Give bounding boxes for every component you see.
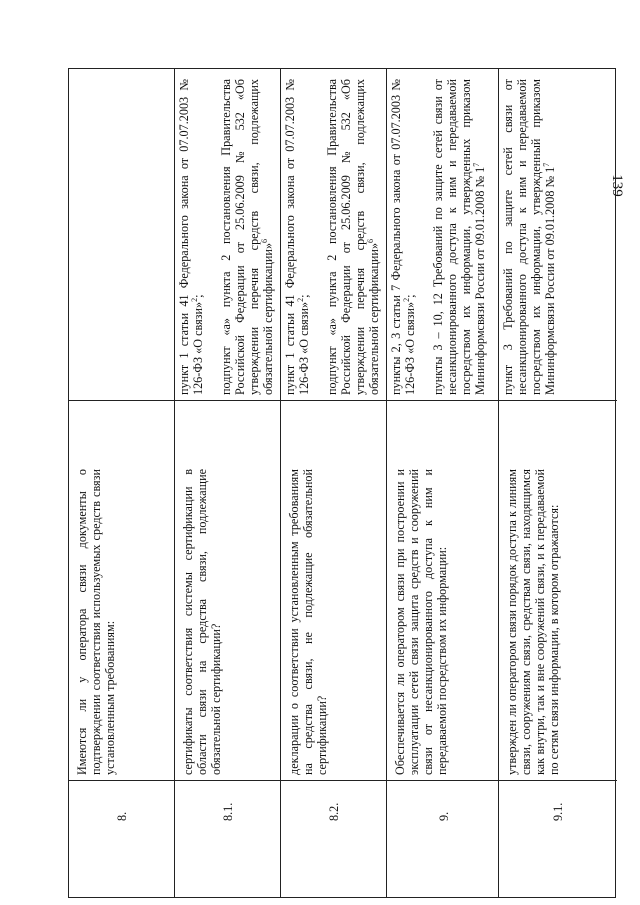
legal-reference: пункт 1 статьи 41 Федерального закона от 07.07.2003 № 126-ФЗ «О связи»$^2$; bbox=[177, 79, 205, 395]
legal-reference: пункт 1 статьи 41 Федерального закона от 07.07.2003 № 126-ФЗ «О связи»$^2$; bbox=[283, 79, 311, 395]
legal-reference: пункты 2, 3 статьи 7 Федерального закона от 07.07.2003 № 126-ФЗ «О связи»$^2$; bbox=[389, 79, 417, 395]
legal-reference-cell bbox=[499, 69, 617, 401]
legal-reference: пункт 3 Требований по защите сетей связи от несанкционированного доступа к ним и передаваемой посредством их информации, утвержденный приказом Мининформсвязи России от 09.01.2008 № $1^7$ bbox=[501, 79, 557, 395]
legal-reference-cell bbox=[175, 69, 280, 401]
table-row-9 bbox=[387, 69, 499, 897]
question-cell bbox=[175, 463, 280, 781]
item-number: 8. bbox=[115, 811, 129, 821]
question-cell bbox=[69, 463, 174, 781]
question-cell bbox=[281, 463, 386, 781]
legal-reference-cell bbox=[387, 69, 498, 401]
legal-reference-cell bbox=[69, 69, 174, 401]
question-text: декларации о соответствии установленным требованиям на средства связи, не подлежащие обязательной сертификации? bbox=[287, 469, 329, 775]
item-number: 9.1. bbox=[551, 802, 565, 821]
table-row-8 bbox=[69, 69, 175, 897]
item-number-cell bbox=[69, 781, 174, 897]
legal-reference-cell bbox=[281, 69, 386, 401]
item-number: 8.1. bbox=[221, 802, 235, 821]
legal-reference: пункты 3 – 10, 12 Требований по защите сетей связи от несанкционированного доступа к ним и передаваемой посредством их информации, утвержденных приказом Мининформсвязи России от 09.01.2008 № $1^7$ bbox=[431, 79, 487, 395]
item-number-cell bbox=[175, 781, 280, 897]
legal-reference: подпункт «а» пункта 2 постановления Правительства Российской Федерации от 25.06.2009 № 532 «Об утверждении перечня средств связи, подлежащих обязательной сертификации»$^6$ bbox=[219, 79, 275, 395]
page-number-text: 139 bbox=[608, 173, 625, 197]
question-text: утвержден ли оператором связи порядок доступа к линиям связи, сооружениям связи, средствам связи, находящимся как внутри, так и вне сооружений связи, и к передаваемой по сетям связи информации, в котором отражаются: bbox=[505, 469, 561, 775]
question-cell bbox=[499, 463, 617, 781]
item-number-cell bbox=[281, 781, 386, 897]
question-text: сертификаты соответствия системы сертификации в области связи на средства связи, подлежащие обязательной сертификации? bbox=[181, 469, 223, 775]
item-number-cell bbox=[387, 781, 498, 897]
item-number: 9. bbox=[437, 811, 451, 821]
table-row-8-1 bbox=[175, 69, 281, 897]
question-text: Имеются ли у оператора связи документы о подтверждении соответствия используемых средств связи установленным требованиям: bbox=[75, 469, 117, 775]
checklist-table bbox=[68, 68, 616, 898]
question-text: Обеспечивается ли оператором связи при построении и эксплуатации сетей связи защита средств и сооружений связи от несанкционированного доступа к ним и передаваемой посредством их информации: bbox=[393, 469, 449, 775]
table-row-9-1 bbox=[499, 69, 617, 897]
item-number: 8.2. bbox=[327, 802, 341, 821]
legal-reference: подпункт «а» пункта 2 постановления Правительства Российской Федерации от 25.06.2009 № 532 «Об утверждении перечня средств связи, подлежащих обязательной сертификации»$^6$ bbox=[325, 79, 381, 395]
question-cell bbox=[387, 463, 498, 781]
table-row-8-2 bbox=[281, 69, 387, 897]
item-number-cell bbox=[499, 781, 617, 897]
